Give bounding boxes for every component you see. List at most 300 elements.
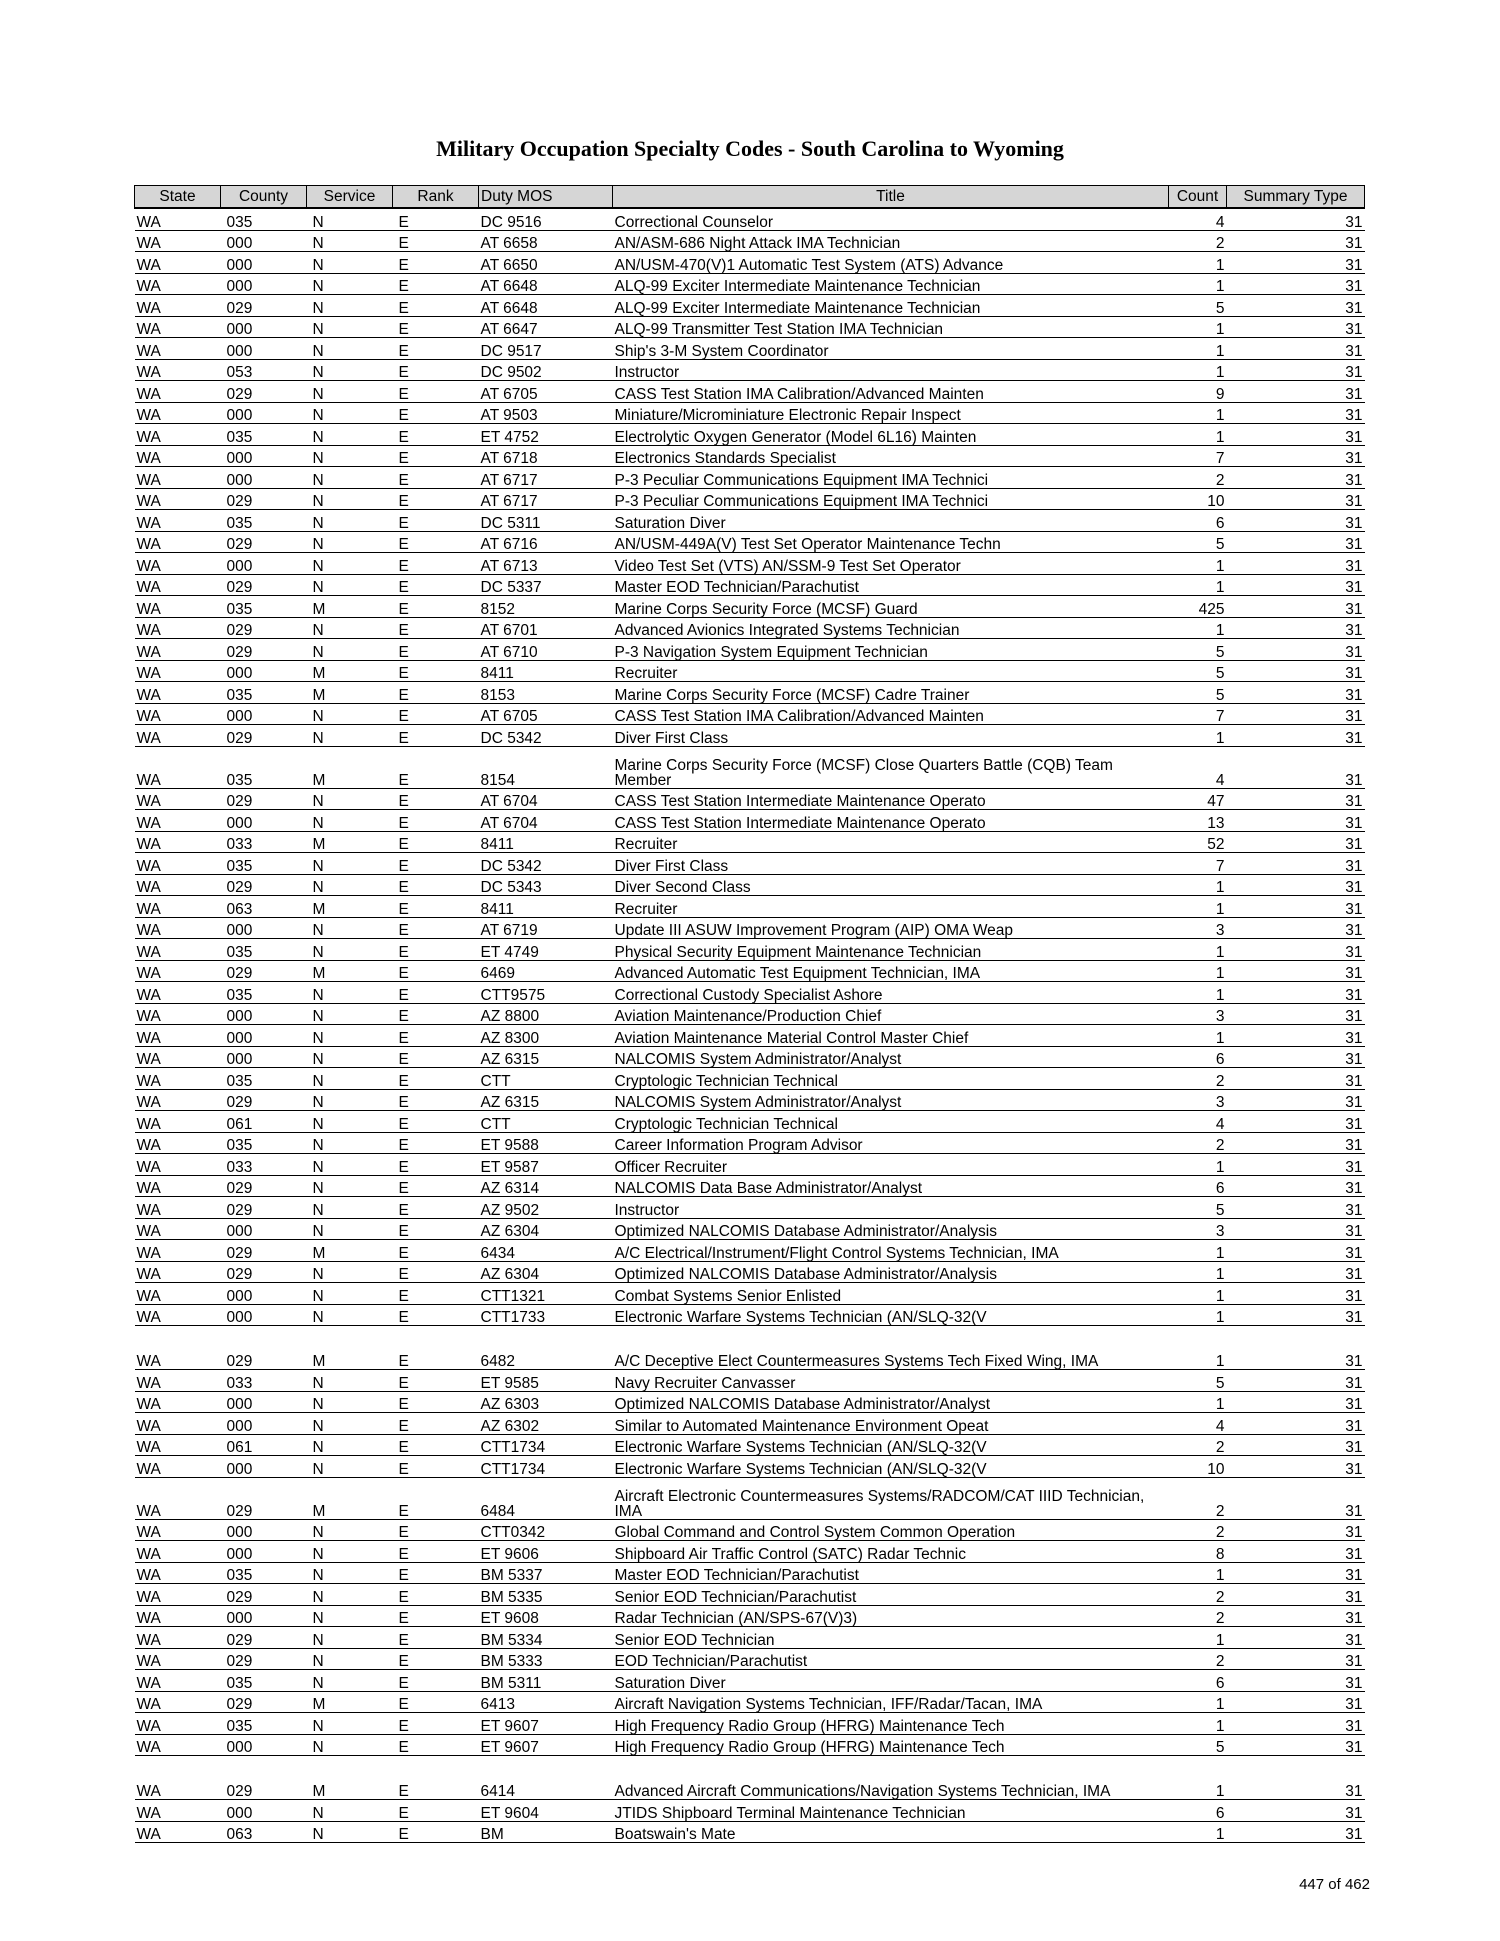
cell-duty-mos: AZ 6304 bbox=[479, 1261, 613, 1283]
cell-count: 4 bbox=[1169, 208, 1227, 230]
table-row bbox=[135, 1068, 1365, 1090]
cell-state: WA bbox=[135, 1391, 221, 1413]
cell-rank: E bbox=[393, 1519, 479, 1541]
cell-state: WA bbox=[135, 1734, 221, 1756]
cell-duty-mos: AT 6710 bbox=[479, 639, 613, 661]
cell-count: 2 bbox=[1169, 1584, 1227, 1606]
cell-count: 10 bbox=[1169, 488, 1227, 510]
cell-rank: E bbox=[393, 1648, 479, 1670]
cell-title: Master EOD Technician/Parachutist bbox=[613, 1562, 1169, 1584]
cell-service: N bbox=[307, 359, 393, 381]
cell-state: WA bbox=[135, 1261, 221, 1283]
cell-count: 2 bbox=[1169, 1605, 1227, 1627]
cell-duty-mos: AT 6717 bbox=[479, 467, 613, 489]
cell-rank: E bbox=[393, 660, 479, 682]
cell-title: Electronic Warfare Systems Technician (AN/SLQ-32(V bbox=[613, 1456, 1169, 1478]
table-row bbox=[135, 682, 1365, 704]
cell-state: WA bbox=[135, 1089, 221, 1111]
cell-service: N bbox=[307, 1197, 393, 1219]
table-row bbox=[135, 1132, 1365, 1154]
cell-duty-mos: AZ 9502 bbox=[479, 1197, 613, 1219]
cell-county: 029 bbox=[221, 1584, 307, 1606]
cell-state: WA bbox=[135, 1627, 221, 1649]
cell-duty-mos: 8154 bbox=[479, 746, 613, 788]
cell-state: WA bbox=[135, 1605, 221, 1627]
cell-county: 000 bbox=[221, 316, 307, 338]
cell-service: N bbox=[307, 381, 393, 403]
cell-rank: E bbox=[393, 1413, 479, 1435]
cell-rank: E bbox=[393, 1734, 479, 1756]
table-row bbox=[135, 467, 1365, 489]
cell-duty-mos: 8152 bbox=[479, 596, 613, 618]
table-row bbox=[135, 1562, 1365, 1584]
cell-state: WA bbox=[135, 574, 221, 596]
cell-title: Shipboard Air Traffic Control (SATC) Radar Technic bbox=[613, 1541, 1169, 1563]
header-county: County bbox=[221, 186, 307, 209]
cell-duty-mos: DC 9517 bbox=[479, 338, 613, 360]
cell-rank: E bbox=[393, 295, 479, 317]
table-row bbox=[135, 1670, 1365, 1692]
table-row bbox=[135, 1304, 1365, 1326]
cell-summary-type: 31 bbox=[1227, 1218, 1365, 1240]
cell-state: WA bbox=[135, 1175, 221, 1197]
cell-rank: E bbox=[393, 725, 479, 747]
cell-state: WA bbox=[135, 295, 221, 317]
cell-duty-mos: CTT bbox=[479, 1068, 613, 1090]
cell-service: N bbox=[307, 1627, 393, 1649]
cell-duty-mos: ET 4749 bbox=[479, 939, 613, 961]
header-service: Service bbox=[307, 186, 393, 209]
cell-summary-type: 31 bbox=[1227, 960, 1365, 982]
cell-rank: E bbox=[393, 510, 479, 532]
cell-count: 425 bbox=[1169, 596, 1227, 618]
cell-rank: E bbox=[393, 553, 479, 575]
cell-state: WA bbox=[135, 1519, 221, 1541]
cell-county: 000 bbox=[221, 402, 307, 424]
cell-title: High Frequency Radio Group (HFRG) Maintenance Tech bbox=[613, 1713, 1169, 1735]
cell-county: 029 bbox=[221, 1477, 307, 1519]
table-row bbox=[135, 359, 1365, 381]
cell-rank: E bbox=[393, 788, 479, 810]
cell-state: WA bbox=[135, 1197, 221, 1219]
cell-county: 033 bbox=[221, 831, 307, 853]
cell-summary-type: 31 bbox=[1227, 1756, 1365, 1800]
table-row bbox=[135, 574, 1365, 596]
cell-duty-mos: AZ 6315 bbox=[479, 1089, 613, 1111]
cell-count: 1 bbox=[1169, 1713, 1227, 1735]
table-row bbox=[135, 316, 1365, 338]
cell-rank: E bbox=[393, 1326, 479, 1370]
cell-state: WA bbox=[135, 1756, 221, 1800]
cell-duty-mos: AZ 8300 bbox=[479, 1025, 613, 1047]
cell-rank: E bbox=[393, 1756, 479, 1800]
cell-service: N bbox=[307, 1648, 393, 1670]
cell-summary-type: 31 bbox=[1227, 896, 1365, 918]
cell-summary-type: 31 bbox=[1227, 1175, 1365, 1197]
cell-state: WA bbox=[135, 1456, 221, 1478]
cell-duty-mos: AT 6704 bbox=[479, 788, 613, 810]
table-row bbox=[135, 1003, 1365, 1025]
table-row bbox=[135, 1434, 1365, 1456]
cell-title: Instructor bbox=[613, 1197, 1169, 1219]
cell-rank: E bbox=[393, 1003, 479, 1025]
cell-state: WA bbox=[135, 788, 221, 810]
cell-state: WA bbox=[135, 402, 221, 424]
table-row bbox=[135, 1046, 1365, 1068]
table-row bbox=[135, 1519, 1365, 1541]
cell-rank: E bbox=[393, 703, 479, 725]
cell-count: 1 bbox=[1169, 960, 1227, 982]
cell-title: Update III ASUW Improvement Program (AIP) OMA Weap bbox=[613, 917, 1169, 939]
cell-duty-mos: AT 9503 bbox=[479, 402, 613, 424]
table-row bbox=[135, 1456, 1365, 1478]
cell-duty-mos: 8411 bbox=[479, 896, 613, 918]
cell-service: N bbox=[307, 703, 393, 725]
cell-duty-mos: CTT1733 bbox=[479, 1304, 613, 1326]
cell-count: 1 bbox=[1169, 316, 1227, 338]
cell-count: 1 bbox=[1169, 1627, 1227, 1649]
cell-service: N bbox=[307, 1391, 393, 1413]
cell-state: WA bbox=[135, 853, 221, 875]
cell-count: 1 bbox=[1169, 874, 1227, 896]
cell-service: M bbox=[307, 682, 393, 704]
cell-county: 063 bbox=[221, 896, 307, 918]
cell-title: Saturation Diver bbox=[613, 510, 1169, 532]
cell-title: Senior EOD Technician/Parachutist bbox=[613, 1584, 1169, 1606]
cell-state: WA bbox=[135, 338, 221, 360]
cell-service: N bbox=[307, 1605, 393, 1627]
cell-service: N bbox=[307, 1713, 393, 1735]
cell-rank: E bbox=[393, 1197, 479, 1219]
cell-title: Officer Recruiter bbox=[613, 1154, 1169, 1176]
cell-county: 000 bbox=[221, 660, 307, 682]
cell-rank: E bbox=[393, 467, 479, 489]
cell-summary-type: 31 bbox=[1227, 1691, 1365, 1713]
cell-duty-mos: CTT1734 bbox=[479, 1434, 613, 1456]
cell-count: 10 bbox=[1169, 1456, 1227, 1478]
cell-summary-type: 31 bbox=[1227, 359, 1365, 381]
cell-count: 4 bbox=[1169, 746, 1227, 788]
cell-count: 4 bbox=[1169, 1111, 1227, 1133]
cell-state: WA bbox=[135, 703, 221, 725]
cell-count: 5 bbox=[1169, 1370, 1227, 1392]
cell-state: WA bbox=[135, 316, 221, 338]
cell-service: M bbox=[307, 1477, 393, 1519]
cell-state: WA bbox=[135, 1326, 221, 1370]
cell-county: 000 bbox=[221, 467, 307, 489]
cell-count: 6 bbox=[1169, 1800, 1227, 1822]
cell-title: Global Command and Control System Common Operation bbox=[613, 1519, 1169, 1541]
cell-state: WA bbox=[135, 273, 221, 295]
cell-rank: E bbox=[393, 1370, 479, 1392]
cell-count: 3 bbox=[1169, 1003, 1227, 1025]
cell-summary-type: 31 bbox=[1227, 1111, 1365, 1133]
cell-county: 029 bbox=[221, 1326, 307, 1370]
cell-duty-mos: 6413 bbox=[479, 1691, 613, 1713]
cell-summary-type: 31 bbox=[1227, 1068, 1365, 1090]
cell-state: WA bbox=[135, 660, 221, 682]
cell-summary-type: 31 bbox=[1227, 1821, 1365, 1843]
table-row bbox=[135, 1821, 1365, 1843]
cell-county: 035 bbox=[221, 853, 307, 875]
cell-rank: E bbox=[393, 1584, 479, 1606]
cell-duty-mos: AT 6705 bbox=[479, 381, 613, 403]
cell-state: WA bbox=[135, 617, 221, 639]
cell-count: 1 bbox=[1169, 574, 1227, 596]
cell-service: N bbox=[307, 1132, 393, 1154]
cell-title: Instructor bbox=[613, 359, 1169, 381]
table-row bbox=[135, 1240, 1365, 1262]
cell-count: 1 bbox=[1169, 1756, 1227, 1800]
cell-summary-type: 31 bbox=[1227, 1154, 1365, 1176]
cell-count: 1 bbox=[1169, 338, 1227, 360]
cell-title: Electrolytic Oxygen Generator (Model 6L16) Mainten bbox=[613, 424, 1169, 446]
cell-count: 1 bbox=[1169, 424, 1227, 446]
cell-title: Marine Corps Security Force (MCSF) Cadre Trainer bbox=[613, 682, 1169, 704]
cell-duty-mos: CTT9575 bbox=[479, 982, 613, 1004]
cell-title: Similar to Automated Maintenance Environment Opeat bbox=[613, 1413, 1169, 1435]
cell-state: WA bbox=[135, 960, 221, 982]
cell-title: Marine Corps Security Force (MCSF) Close Quarters Battle (CQB) Team Member bbox=[613, 746, 1169, 788]
cell-title: Optimized NALCOMIS Database Administrator/Analysis bbox=[613, 1261, 1169, 1283]
cell-service: N bbox=[307, 1370, 393, 1392]
header-rank: Rank bbox=[393, 186, 479, 209]
cell-state: WA bbox=[135, 467, 221, 489]
cell-title: Video Test Set (VTS) AN/SSM-9 Test Set Operator bbox=[613, 553, 1169, 575]
table-row bbox=[135, 831, 1365, 853]
cell-service: N bbox=[307, 488, 393, 510]
cell-county: 063 bbox=[221, 1821, 307, 1843]
table-row bbox=[135, 1283, 1365, 1305]
cell-title: ALQ-99 Exciter Intermediate Maintenance Technician bbox=[613, 295, 1169, 317]
cell-county: 000 bbox=[221, 917, 307, 939]
cell-state: WA bbox=[135, 746, 221, 788]
cell-rank: E bbox=[393, 273, 479, 295]
cell-rank: E bbox=[393, 338, 479, 360]
cell-summary-type: 31 bbox=[1227, 1800, 1365, 1822]
table-row bbox=[135, 874, 1365, 896]
cell-summary-type: 31 bbox=[1227, 1519, 1365, 1541]
cell-summary-type: 31 bbox=[1227, 1046, 1365, 1068]
cell-duty-mos: AZ 6315 bbox=[479, 1046, 613, 1068]
cell-state: WA bbox=[135, 1218, 221, 1240]
cell-service: N bbox=[307, 252, 393, 274]
cell-summary-type: 31 bbox=[1227, 574, 1365, 596]
cell-title: Aviation Maintenance Material Control Master Chief bbox=[613, 1025, 1169, 1047]
cell-count: 5 bbox=[1169, 1734, 1227, 1756]
cell-rank: E bbox=[393, 1218, 479, 1240]
cell-summary-type: 31 bbox=[1227, 1605, 1365, 1627]
cell-summary-type: 31 bbox=[1227, 1477, 1365, 1519]
cell-county: 035 bbox=[221, 982, 307, 1004]
table-row bbox=[135, 1584, 1365, 1606]
table-row bbox=[135, 1391, 1365, 1413]
cell-state: WA bbox=[135, 1240, 221, 1262]
cell-count: 2 bbox=[1169, 1477, 1227, 1519]
cell-summary-type: 31 bbox=[1227, 746, 1365, 788]
cell-service: M bbox=[307, 896, 393, 918]
table-row bbox=[135, 1175, 1365, 1197]
cell-summary-type: 31 bbox=[1227, 1391, 1365, 1413]
cell-title: Electronic Warfare Systems Technician (AN/SLQ-32(V bbox=[613, 1304, 1169, 1326]
cell-county: 035 bbox=[221, 424, 307, 446]
cell-count: 2 bbox=[1169, 1132, 1227, 1154]
table-row bbox=[135, 1605, 1365, 1627]
cell-title: Ship's 3-M System Coordinator bbox=[613, 338, 1169, 360]
cell-summary-type: 31 bbox=[1227, 510, 1365, 532]
cell-duty-mos: 8411 bbox=[479, 660, 613, 682]
cell-county: 035 bbox=[221, 1713, 307, 1735]
cell-title: JTIDS Shipboard Terminal Maintenance Technician bbox=[613, 1800, 1169, 1822]
cell-count: 6 bbox=[1169, 1670, 1227, 1692]
cell-state: WA bbox=[135, 1304, 221, 1326]
cell-title: CASS Test Station Intermediate Maintenance Operato bbox=[613, 810, 1169, 832]
cell-duty-mos: BM 5311 bbox=[479, 1670, 613, 1692]
cell-title: Electronic Warfare Systems Technician (AN/SLQ-32(V bbox=[613, 1434, 1169, 1456]
cell-summary-type: 31 bbox=[1227, 917, 1365, 939]
cell-title: Optimized NALCOMIS Database Administrator/Analysis bbox=[613, 1218, 1169, 1240]
cell-service: N bbox=[307, 1111, 393, 1133]
cell-duty-mos: ET 9604 bbox=[479, 1800, 613, 1822]
cell-county: 029 bbox=[221, 1197, 307, 1219]
cell-title: NALCOMIS System Administrator/Analyst bbox=[613, 1046, 1169, 1068]
cell-service: N bbox=[307, 788, 393, 810]
cell-service: N bbox=[307, 1434, 393, 1456]
cell-county: 035 bbox=[221, 1562, 307, 1584]
cell-count: 1 bbox=[1169, 1261, 1227, 1283]
cell-county: 053 bbox=[221, 359, 307, 381]
cell-count: 2 bbox=[1169, 467, 1227, 489]
cell-service: N bbox=[307, 574, 393, 596]
cell-rank: E bbox=[393, 381, 479, 403]
cell-summary-type: 31 bbox=[1227, 1584, 1365, 1606]
cell-service: N bbox=[307, 402, 393, 424]
cell-summary-type: 31 bbox=[1227, 831, 1365, 853]
cell-title: P-3 Peculiar Communications Equipment IMA Technici bbox=[613, 488, 1169, 510]
cell-title: Recruiter bbox=[613, 831, 1169, 853]
cell-summary-type: 31 bbox=[1227, 1713, 1365, 1735]
cell-county: 000 bbox=[221, 1218, 307, 1240]
cell-service: N bbox=[307, 1562, 393, 1584]
cell-rank: E bbox=[393, 917, 479, 939]
cell-summary-type: 31 bbox=[1227, 1326, 1365, 1370]
cell-summary-type: 31 bbox=[1227, 531, 1365, 553]
cell-service: N bbox=[307, 1519, 393, 1541]
cell-state: WA bbox=[135, 939, 221, 961]
table-row bbox=[135, 853, 1365, 875]
cell-county: 035 bbox=[221, 682, 307, 704]
cell-count: 5 bbox=[1169, 295, 1227, 317]
cell-rank: E bbox=[393, 402, 479, 424]
cell-service: N bbox=[307, 1154, 393, 1176]
cell-duty-mos: CTT1321 bbox=[479, 1283, 613, 1305]
cell-duty-mos: AT 6704 bbox=[479, 810, 613, 832]
table-header-row bbox=[135, 186, 1365, 209]
table-row bbox=[135, 810, 1365, 832]
cell-county: 035 bbox=[221, 1068, 307, 1090]
cell-duty-mos: AT 6648 bbox=[479, 295, 613, 317]
cell-service: N bbox=[307, 1283, 393, 1305]
table-row bbox=[135, 639, 1365, 661]
cell-summary-type: 31 bbox=[1227, 1132, 1365, 1154]
cell-rank: E bbox=[393, 682, 479, 704]
cell-count: 2 bbox=[1169, 1519, 1227, 1541]
cell-state: WA bbox=[135, 831, 221, 853]
cell-county: 033 bbox=[221, 1154, 307, 1176]
cell-count: 13 bbox=[1169, 810, 1227, 832]
cell-county: 035 bbox=[221, 510, 307, 532]
cell-rank: E bbox=[393, 874, 479, 896]
cell-county: 029 bbox=[221, 1627, 307, 1649]
cell-title: Electronics Standards Specialist bbox=[613, 445, 1169, 467]
cell-summary-type: 31 bbox=[1227, 1562, 1365, 1584]
cell-title: P-3 Navigation System Equipment Technician bbox=[613, 639, 1169, 661]
cell-count: 3 bbox=[1169, 917, 1227, 939]
cell-rank: E bbox=[393, 1261, 479, 1283]
table-row bbox=[135, 338, 1365, 360]
cell-rank: E bbox=[393, 230, 479, 252]
cell-service: N bbox=[307, 295, 393, 317]
cell-county: 000 bbox=[221, 1046, 307, 1068]
cell-service: N bbox=[307, 424, 393, 446]
cell-summary-type: 31 bbox=[1227, 788, 1365, 810]
cell-service: M bbox=[307, 596, 393, 618]
cell-county: 029 bbox=[221, 1756, 307, 1800]
cell-service: N bbox=[307, 316, 393, 338]
table-row bbox=[135, 746, 1365, 788]
cell-summary-type: 31 bbox=[1227, 230, 1365, 252]
table-row bbox=[135, 208, 1365, 230]
cell-duty-mos: DC 9516 bbox=[479, 208, 613, 230]
cell-rank: E bbox=[393, 1304, 479, 1326]
cell-duty-mos: AT 6658 bbox=[479, 230, 613, 252]
cell-duty-mos: AT 6717 bbox=[479, 488, 613, 510]
cell-state: WA bbox=[135, 488, 221, 510]
cell-count: 1 bbox=[1169, 939, 1227, 961]
cell-duty-mos: DC 5342 bbox=[479, 725, 613, 747]
cell-county: 029 bbox=[221, 574, 307, 596]
cell-state: WA bbox=[135, 1584, 221, 1606]
cell-duty-mos: ET 9606 bbox=[479, 1541, 613, 1563]
cell-service: N bbox=[307, 810, 393, 832]
cell-state: WA bbox=[135, 230, 221, 252]
cell-state: WA bbox=[135, 1370, 221, 1392]
cell-title: P-3 Peculiar Communications Equipment IMA Technici bbox=[613, 467, 1169, 489]
cell-duty-mos: ET 9585 bbox=[479, 1370, 613, 1392]
cell-summary-type: 31 bbox=[1227, 424, 1365, 446]
cell-state: WA bbox=[135, 1132, 221, 1154]
table-row bbox=[135, 553, 1365, 575]
cell-county: 029 bbox=[221, 725, 307, 747]
cell-count: 1 bbox=[1169, 1691, 1227, 1713]
cell-title: ALQ-99 Exciter Intermediate Maintenance Technician bbox=[613, 273, 1169, 295]
cell-title: A/C Electrical/Instrument/Flight Control Systems Technician, IMA bbox=[613, 1240, 1169, 1262]
cell-count: 1 bbox=[1169, 896, 1227, 918]
cell-state: WA bbox=[135, 1111, 221, 1133]
cell-service: N bbox=[307, 553, 393, 575]
cell-county: 000 bbox=[221, 810, 307, 832]
table-row bbox=[135, 1734, 1365, 1756]
cell-county: 000 bbox=[221, 230, 307, 252]
table-row bbox=[135, 1089, 1365, 1111]
cell-summary-type: 31 bbox=[1227, 208, 1365, 230]
table-row bbox=[135, 445, 1365, 467]
cell-county: 000 bbox=[221, 1413, 307, 1435]
cell-summary-type: 31 bbox=[1227, 1240, 1365, 1262]
cell-count: 9 bbox=[1169, 381, 1227, 403]
cell-count: 6 bbox=[1169, 510, 1227, 532]
cell-state: WA bbox=[135, 208, 221, 230]
